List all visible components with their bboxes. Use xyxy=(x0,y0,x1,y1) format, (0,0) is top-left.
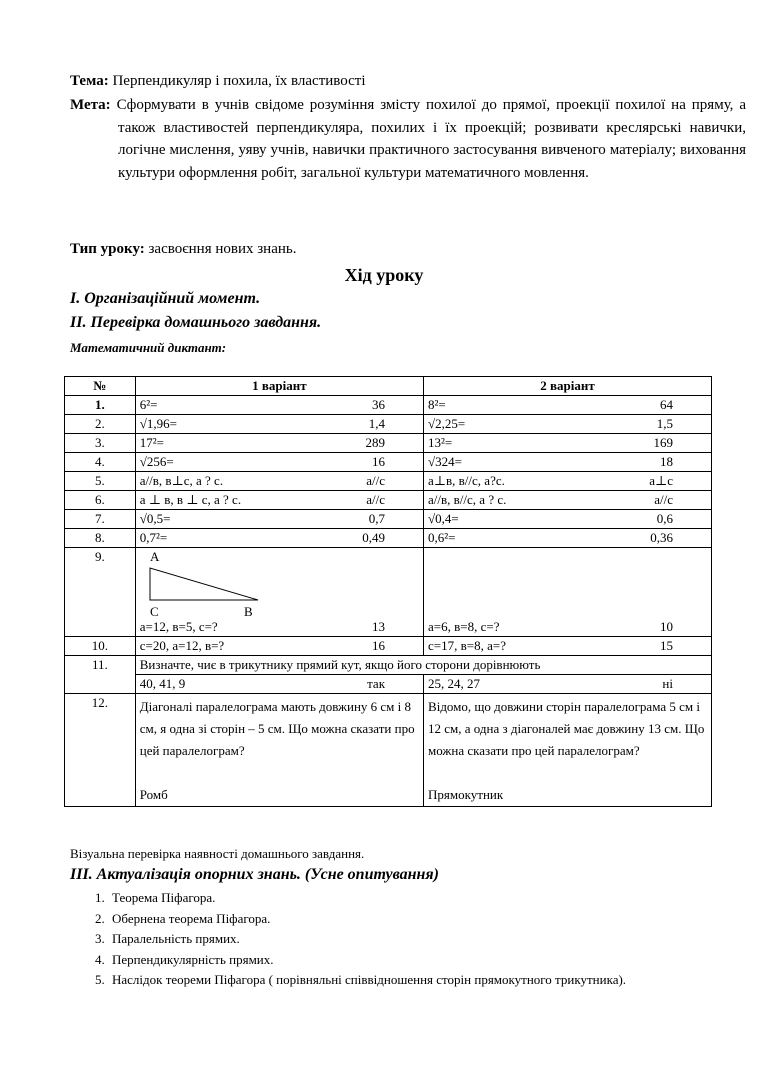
row-number: 1. xyxy=(65,396,136,415)
answer: 16 xyxy=(372,454,386,469)
section-3-heading: ІІІ. Актуалізація опорних знань. (Усне опитування) xyxy=(70,866,439,883)
row-number: 12. xyxy=(65,694,136,807)
question: √324= xyxy=(428,454,462,469)
question: а=12, в=5, с=? xyxy=(139,619,218,634)
question: а//в, в//с, а ? с. xyxy=(428,492,507,507)
vertex-c-label: C xyxy=(149,604,159,618)
question: а=6, в=8, с=? xyxy=(428,619,500,634)
question: 0,7²= xyxy=(139,530,168,545)
answer: Прямокутник xyxy=(428,787,504,802)
lesson-title: Хід уроку xyxy=(344,265,424,285)
answer: так xyxy=(367,676,386,691)
table-row xyxy=(65,491,712,510)
section-1-heading: І. Організаційний момент. xyxy=(70,290,261,307)
header-number: № xyxy=(65,377,136,396)
question: 40, 41, 9 xyxy=(139,676,186,691)
question: а//в, в⊥с, а ? с. xyxy=(139,473,224,488)
answer: 1,5 xyxy=(656,416,673,431)
question: 17²= xyxy=(139,435,164,450)
lesson-type-text: засвоєння нових знань. xyxy=(148,241,297,257)
answer: 64 xyxy=(660,397,673,412)
question: а ⊥ в, в ⊥ с, а ? с. xyxy=(139,492,242,507)
list-item: 2. Обернена теорема Піфагора. xyxy=(108,909,736,930)
row-number: 8. xyxy=(65,529,136,548)
row-number: 5. xyxy=(65,472,136,491)
answer: 10 xyxy=(660,619,673,634)
vertex-b-label: B xyxy=(243,604,253,618)
answer: Ромб xyxy=(139,787,168,802)
list-item: 3. Паралельність прямих. xyxy=(108,929,736,950)
answer: 36 xyxy=(372,397,386,412)
question: а⊥в, в//с, а?с. xyxy=(428,473,505,488)
table-row xyxy=(65,472,712,491)
question: √0,5= xyxy=(139,511,171,526)
answer: 0,49 xyxy=(362,530,386,545)
lesson-type-line xyxy=(70,238,698,261)
table-row xyxy=(65,656,712,675)
list-item: 1. Теорема Піфагора. xyxy=(108,888,736,909)
answer: 15 xyxy=(660,638,673,653)
topic-label: Тема: xyxy=(70,73,109,89)
row-number: 3. xyxy=(65,434,136,453)
lesson-type-label: Тип уроку: xyxy=(70,241,145,257)
list-item: 4. Перпендикулярність прямих. xyxy=(108,950,736,971)
row-11-question: Визначте, чиє в трикутнику прямий кут, якщо його сторони дорівнюють xyxy=(135,656,711,675)
triangle-diagram xyxy=(140,548,290,618)
aim-label: Мета: xyxy=(70,97,111,113)
answer: 0,6 xyxy=(656,511,673,526)
table-row xyxy=(65,510,712,529)
row-number: 7. xyxy=(65,510,136,529)
question: Відомо, що довжини сторін паралелограма 5 см і 12 см, а одна з діагоналей має довжину 13 см. Що можна сказати про цей паралелограм? xyxy=(428,699,705,758)
question: 0,6²= xyxy=(428,530,456,545)
question: 8²= xyxy=(428,397,446,412)
row-number: 10. xyxy=(65,637,136,656)
list-item: 5. Наслідок теореми Піфагора ( порівняльні співвідношення сторін прямокутного трикутника). xyxy=(108,970,736,991)
question: с=17, в=8, а=? xyxy=(428,638,506,653)
answer: 169 xyxy=(653,435,673,450)
aim-text: Сформувати в учнів свідоме розуміння змісту похилої до прямої, проекції похилої на пряму, а також властивостей перпендикуляра, похилих і їх проекцій; розвивати креслярські навички, логічне мислення, уяву учнів, навички практичного застосування вивченого матеріалу; виховання культури оформлення робіт, загальної культури математичного мовлення. xyxy=(116,97,747,181)
answer: 13 xyxy=(372,619,386,634)
question: 13²= xyxy=(428,435,453,450)
answer: 0,36 xyxy=(650,530,673,545)
table-row xyxy=(65,675,712,694)
row-number: 4. xyxy=(65,453,136,472)
question: √256= xyxy=(139,454,174,469)
answer: а//с xyxy=(366,492,386,507)
dictation-label: Математичний диктант: xyxy=(70,340,227,355)
table-row xyxy=(65,415,712,434)
topic-text: Перпендикуляр і похила, їх властивості xyxy=(112,73,366,89)
question: с=20, а=12, в=? xyxy=(139,638,225,653)
row-number: 2. xyxy=(65,415,136,434)
answer: а//с xyxy=(366,473,386,488)
answer: 16 xyxy=(372,638,386,653)
question: 25, 24, 27 xyxy=(428,676,481,691)
table-row xyxy=(65,434,712,453)
row-number: 6. xyxy=(65,491,136,510)
section-2-heading: ІІ. Перевірка домашнього завдання. xyxy=(70,314,322,331)
table-row xyxy=(65,453,712,472)
answer: 1,4 xyxy=(368,416,386,431)
row-number: 9. xyxy=(65,548,136,637)
table-row-triangle xyxy=(65,548,712,637)
table-row xyxy=(65,529,712,548)
row-number: 11. xyxy=(65,656,136,694)
question: 6²= xyxy=(139,397,158,412)
table-row xyxy=(65,694,712,807)
answer: а⊥с xyxy=(649,473,673,488)
header-variant-1: 1 варіант xyxy=(135,377,423,396)
topic-line xyxy=(70,70,698,93)
answer: а//с xyxy=(654,492,673,507)
question: √0,4= xyxy=(428,511,459,526)
answer: ні xyxy=(662,676,673,691)
question: Діагоналі паралелограма мають довжину 6 см і 8 см, я одна зі сторін – 5 см. Що можна сказати про цей паралелограм? xyxy=(139,699,415,758)
answer: 289 xyxy=(365,435,386,450)
question: √2,25= xyxy=(428,416,466,431)
oral-questions-list xyxy=(70,888,736,991)
right-triangle xyxy=(150,568,258,600)
vertex-a-label: A xyxy=(149,549,160,564)
dictation-table xyxy=(64,376,712,807)
aim-paragraph xyxy=(70,94,746,184)
table-header-row xyxy=(65,377,712,396)
header-variant-2: 2 варіант xyxy=(424,377,712,396)
table-row xyxy=(65,396,712,415)
answer: 0,7 xyxy=(368,511,386,526)
table-row xyxy=(65,637,712,656)
question: √1,96= xyxy=(139,416,177,431)
answer: 18 xyxy=(660,454,673,469)
visual-check-note: Візуальна перевірка наявності домашнього завдання. xyxy=(70,846,365,861)
